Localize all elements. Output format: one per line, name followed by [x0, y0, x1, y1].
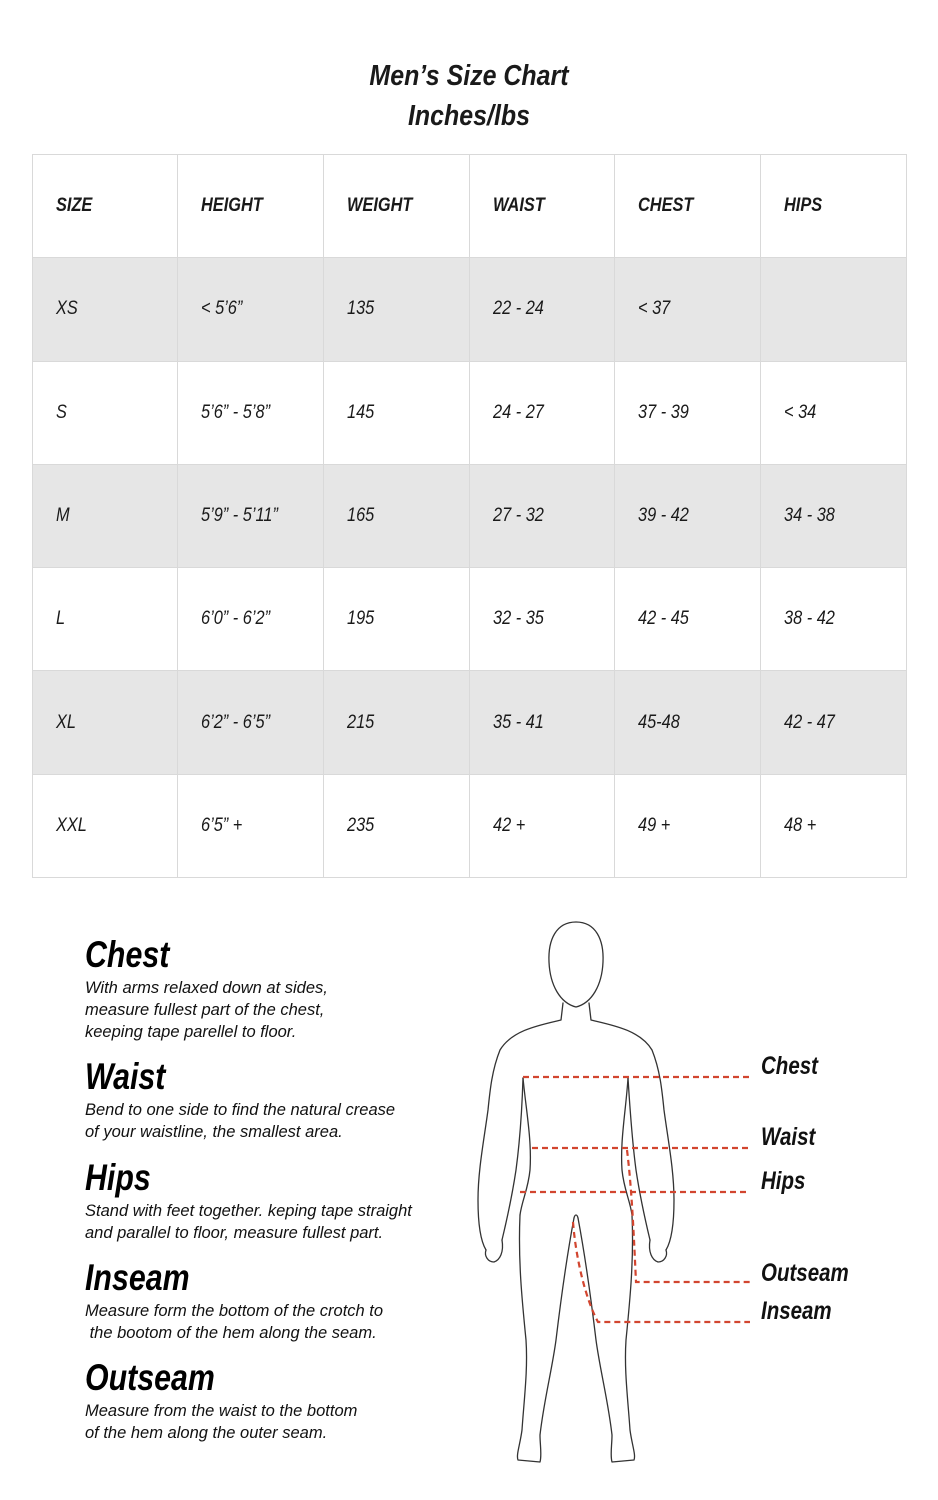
table-cell: 38 - 42 — [761, 568, 907, 671]
guide-heading-chest: Chest — [85, 934, 170, 975]
table-cell — [761, 258, 907, 361]
table-cell: 42 - 47 — [761, 671, 907, 774]
table-cell: 24 - 27 — [470, 361, 615, 464]
table-header-row — [33, 155, 907, 258]
size-table — [32, 154, 907, 878]
figure-label-hips: Hips — [761, 1167, 806, 1195]
table-cell: 215 — [324, 671, 470, 774]
table-cell: < 34 — [761, 361, 907, 464]
table-cell: 42 + — [470, 774, 615, 877]
table-cell: 45-48 — [615, 671, 761, 774]
figure-label-chest: Chest — [761, 1052, 818, 1080]
guide-hips — [85, 1158, 465, 1244]
guide-outseam — [85, 1358, 465, 1444]
table-cell: 48 + — [761, 774, 907, 877]
guide-heading-inseam: Inseam — [85, 1257, 190, 1298]
table-cell: S — [33, 361, 178, 464]
table-cell: 6’0” - 6’2” — [178, 568, 324, 671]
table-cell: 145 — [324, 361, 470, 464]
table-cell: 235 — [324, 774, 470, 877]
table-cell: XS — [33, 258, 178, 361]
table-cell: 42 - 45 — [615, 568, 761, 671]
table-cell: < 5’6” — [178, 258, 324, 361]
table-cell: 195 — [324, 568, 470, 671]
measurement-lines — [520, 1077, 750, 1322]
guide-text-hips: Stand with feet together. keping tape straight and parallel to floor, measure fullest part. — [85, 1202, 412, 1242]
outseam-measure-line — [627, 1150, 750, 1282]
guide-heading-waist: Waist — [85, 1056, 166, 1097]
table-row — [33, 568, 907, 671]
table-cell: 5’6” - 5’8” — [178, 361, 324, 464]
table-cell: 34 - 38 — [761, 464, 907, 567]
table-cell: XXL — [33, 774, 178, 877]
table-cell: L — [33, 568, 178, 671]
guide-heading-hips: Hips — [85, 1157, 151, 1198]
column-header: WAIST — [470, 155, 615, 258]
figure-label-inseam: Inseam — [761, 1297, 832, 1325]
guide-inseam — [85, 1258, 465, 1344]
column-header: SIZE — [33, 155, 178, 258]
table-cell: < 37 — [615, 258, 761, 361]
guide-chest — [85, 935, 465, 1043]
table-cell: 6’5” + — [178, 774, 324, 877]
table-row — [33, 774, 907, 877]
table-row — [33, 464, 907, 567]
table-cell: 165 — [324, 464, 470, 567]
table-cell: M — [33, 464, 178, 567]
figure-label-waist: Waist — [761, 1123, 816, 1151]
table-row — [33, 671, 907, 774]
table-cell: 49 + — [615, 774, 761, 877]
table-cell: 35 - 41 — [470, 671, 615, 774]
column-header: HIPS — [761, 155, 907, 258]
table-cell: XL — [33, 671, 178, 774]
title-line-2: Inches/lbs — [408, 100, 530, 132]
table-cell: 5’9” - 5’11” — [178, 464, 324, 567]
figure-label-outseam: Outseam — [761, 1259, 849, 1287]
table-cell: 37 - 39 — [615, 361, 761, 464]
guide-text-waist: Bend to one side to find the natural crease of your waistline, the smallest area. — [85, 1101, 396, 1141]
column-header: WEIGHT — [324, 155, 470, 258]
guide-waist — [85, 1057, 465, 1143]
chart-title — [0, 56, 938, 136]
title-line-1: Men’s Size Chart — [369, 60, 569, 92]
table-cell: 135 — [324, 258, 470, 361]
inseam-measure-line — [573, 1222, 750, 1322]
guide-text-outseam: Measure from the waist to the bottom of the hem along the outer seam. — [85, 1402, 358, 1442]
guide-text-chest: With arms relaxed down at sides, measure fullest part of the chest, keeping tape parellel to floor. — [85, 979, 328, 1041]
table-cell: 6’2” - 6’5” — [178, 671, 324, 774]
guide-heading-outseam: Outseam — [85, 1357, 215, 1398]
column-header: CHEST — [615, 155, 761, 258]
table-row — [33, 258, 907, 361]
table-cell: 22 - 24 — [470, 258, 615, 361]
column-header: HEIGHT — [178, 155, 324, 258]
table-row — [33, 361, 907, 464]
table-cell: 32 - 35 — [470, 568, 615, 671]
guide-text-inseam: Measure form the bottom of the crotch to the bootom of the hem along the seam. — [85, 1302, 384, 1342]
table-cell: 39 - 42 — [615, 464, 761, 567]
table-cell: 27 - 32 — [470, 464, 615, 567]
